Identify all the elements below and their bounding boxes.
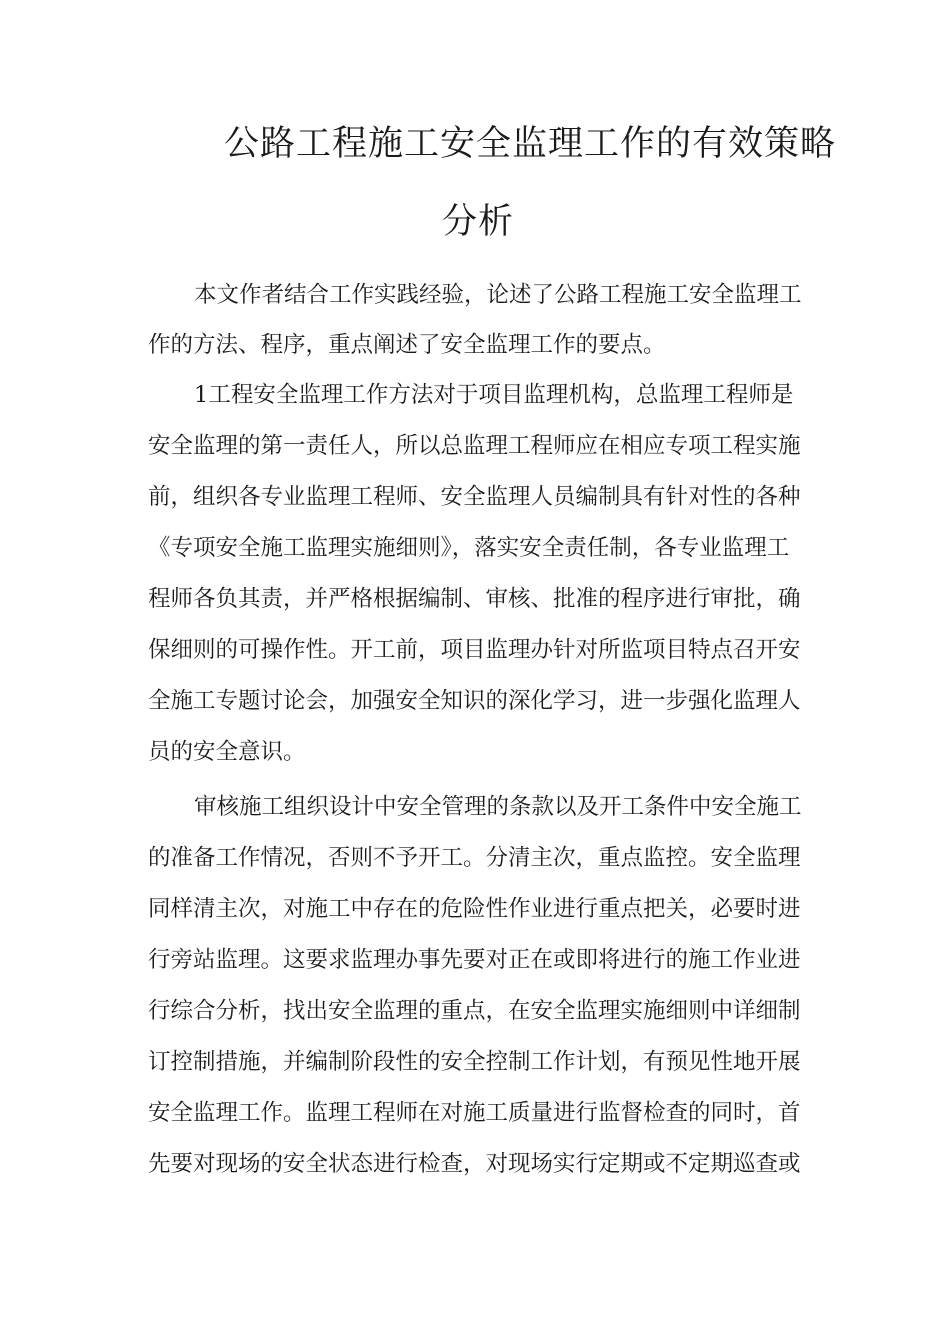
paragraph-line: 先要对现场的安全状态进行检查，对现场实行定期或不定期巡查或 [148, 1151, 801, 1177]
paragraph-line: 《专项安全施工监理实施细则》，落实安全责任制，各专业监理工 [148, 535, 790, 561]
paragraph-line: 行旁站监理。这要求监理办事先要对正在或即将进行的施工作业进 [148, 947, 801, 973]
paragraph-line: 审核施工组织设计中安全管理的条款以及开工条件中安全施工 [194, 794, 802, 820]
paragraph-line: 作的方法、程序，重点阐述了安全监理工作的要点。 [148, 332, 666, 358]
paragraph-line: 同样清主次，对施工中存在的危险性作业进行重点把关，必要时进 [148, 896, 801, 922]
paragraph-line: 1工程安全监理工作方法对于项目监理机构，总监理工程师是 [194, 382, 794, 408]
paragraph-line: 安全监理的第一责任人，所以总监理工程师应在相应专项工程实施 [148, 433, 801, 459]
paragraph-line: 本文作者结合工作实践经验，论述了公路工程施工安全监理工 [194, 282, 802, 308]
paragraph-line: 安全监理工作。监理工程师在对施工质量进行监督检查的同时，首 [148, 1100, 801, 1126]
paragraph-line: 前，组织各专业监理工程师、安全监理人员编制具有针对性的各种 [148, 484, 801, 510]
paragraph-line: 订控制措施，并编制阶段性的安全控制工作计划，有预见性地开展 [148, 1049, 801, 1075]
paragraph-line: 行综合分析，找出安全监理的重点，在安全监理实施细则中详细制 [148, 998, 801, 1024]
paragraph-line: 的准备工作情况，否则不予开工。分清主次，重点监控。安全监理 [148, 845, 801, 871]
paragraph-line: 员的安全意识。 [148, 739, 306, 765]
document-title-line-2: 分析 [442, 202, 515, 242]
paragraph-line: 程师各负其责，并严格根据编制、审核、批准的程序进行审批，确 [148, 586, 801, 612]
document-title-line-1: 公路工程施工安全监理工作的有效策略 [224, 124, 837, 164]
paragraph-line: 全施工专题讨论会，加强安全知识的深化学习，进一步强化监理人 [148, 688, 801, 714]
paragraph-line: 保细则的可操作性。开工前，项目监理办针对所监项目特点召开安 [148, 637, 801, 663]
